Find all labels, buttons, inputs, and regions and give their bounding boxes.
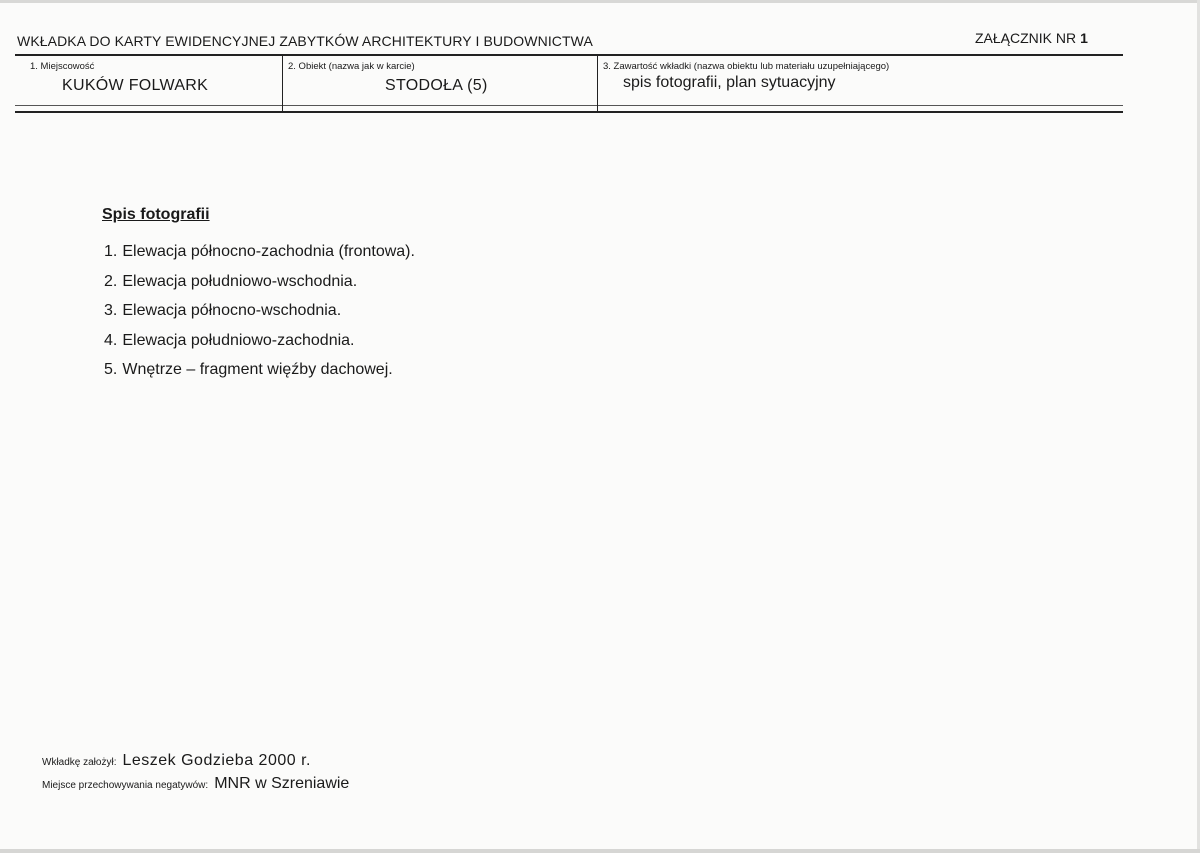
list-item — [104, 273, 415, 303]
list-item-text: Elewacja południowo-wschodnia. — [122, 272, 358, 290]
list-item-number: 5. — [104, 361, 118, 378]
photo-list — [104, 243, 415, 391]
list-item-text: Elewacja północno-wschodnia. — [122, 302, 342, 319]
list-item-number: 4. — [104, 331, 118, 349]
header-rule-middle — [15, 105, 1123, 106]
header-rule-bottom — [15, 111, 1123, 113]
list-item-text: Elewacja północno-zachodnia (frontowa). — [122, 243, 415, 260]
annex-number: 1 — [1080, 30, 1088, 46]
list-item-number: 2. — [104, 272, 118, 290]
founder-value: Leszek Godzieba 2000 r. — [122, 752, 311, 769]
list-item-number: 1. — [104, 243, 118, 260]
list-item — [104, 361, 415, 391]
list-item — [104, 243, 415, 273]
field-contents-value: spis fotografii, plan sytuacyjny — [623, 74, 836, 91]
scan-edge-bottom — [0, 849, 1200, 853]
list-item-text: Wnętrze – fragment więźby dachowej. — [122, 361, 393, 378]
list-item-text: Elewacja południowo-zachodnia. — [122, 331, 355, 349]
photo-list-title: Spis fotografii — [102, 206, 210, 223]
header-rule-top — [15, 54, 1123, 56]
storage-value: MNR w Szreniawie — [214, 775, 350, 792]
field-locality-value: KUKÓW FOLWARK — [62, 77, 209, 94]
field-divider-1 — [282, 55, 283, 111]
field-object-label: 2. Obiekt (nazwa jak w karcie) — [288, 61, 415, 72]
list-item — [104, 302, 415, 332]
field-object-value: STODOŁA (5) — [385, 77, 488, 94]
form-title: WKŁADKA DO KARTY EWIDENCYJNEJ ZABYTKÓW ARCHITEKTURY I BUDOWNICTWA — [17, 33, 593, 49]
storage-row — [42, 775, 349, 793]
annex-label — [975, 30, 1088, 46]
founder-label: Wkładkę założył: — [42, 757, 117, 768]
field-locality-label: 1. Miejscowość — [30, 61, 95, 72]
field-contents-label: 3. Zawartość wkładki (nazwa obiektu lub materiału uzupełniającego) — [603, 61, 890, 72]
founder-row — [42, 752, 311, 770]
list-item-number: 3. — [104, 302, 118, 319]
annex-label-text: ZAŁĄCZNIK NR — [975, 30, 1077, 46]
field-divider-2 — [597, 55, 598, 111]
scan-edge-top — [0, 0, 1200, 3]
storage-label: Miejsce przechowywania negatywów: — [42, 780, 209, 791]
list-item — [104, 332, 415, 362]
